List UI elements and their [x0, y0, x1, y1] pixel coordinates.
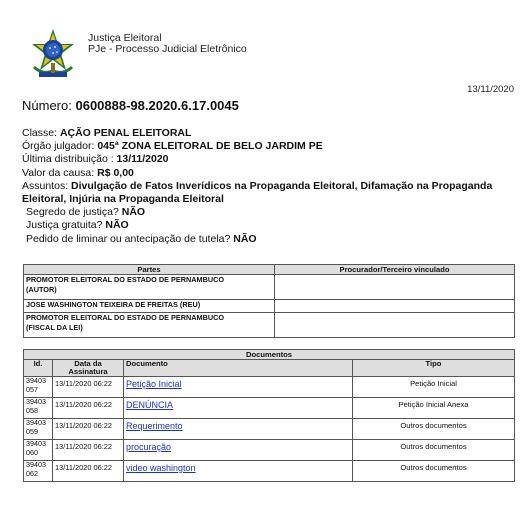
- header-system-name: PJe - Processo Judicial Eletrônico: [88, 43, 247, 55]
- col-documento-header: Documento: [124, 360, 353, 377]
- brazil-coat-of-arms-icon: [28, 27, 78, 81]
- liminar-value: NÃO: [233, 232, 257, 245]
- procurador-cell: [275, 275, 515, 300]
- col-data-header: Data da Assinatura: [53, 360, 124, 377]
- segredo-value: NÃO: [121, 206, 146, 219]
- doc-link-denuncia[interactable]: DENÚNCIA: [124, 398, 353, 419]
- doc-id: 39403 058: [24, 398, 53, 419]
- doc-link-peticao-inicial[interactable]: Petição Inicial: [124, 377, 353, 398]
- doc-id: 39403 057: [24, 377, 53, 398]
- classe-label: Classe:: [22, 127, 58, 139]
- table-row: [24, 419, 515, 440]
- partes-header: Partes: [24, 265, 275, 275]
- process-number-label: Número:: [22, 98, 72, 113]
- doc-tipo: Outros documentos: [353, 419, 515, 440]
- process-number: [22, 98, 239, 113]
- print-date: 13/11/2020: [467, 84, 514, 95]
- doc-id: 39403 062: [24, 461, 53, 482]
- table-row: [24, 377, 515, 398]
- distribuicao-label: Última distribuição :: [22, 153, 114, 166]
- doc-date: 13/11/2020 06:22: [53, 377, 124, 398]
- doc-tipo: Outros documentos: [353, 461, 515, 482]
- doc-tipo: Petição Inicial: [353, 377, 515, 398]
- orgao-label: Órgão julgador:: [22, 140, 95, 153]
- valor-value: R$ 0,00: [97, 166, 134, 179]
- col-tipo-header: Tipo: [353, 360, 515, 377]
- process-number-value: 0600888-98.2020.6.17.0045: [75, 98, 239, 113]
- doc-date: 13/11/2020 06:22: [53, 398, 124, 419]
- doc-tipo: Outros documentos: [353, 440, 515, 461]
- procurador-cell: [275, 313, 515, 338]
- procurador-cell: [275, 300, 515, 313]
- gratuita-label: Justiça gratuita?: [26, 219, 103, 232]
- documentos-title: Documentos: [24, 350, 515, 360]
- orgao-value: 045ª ZONA ELEITORAL DE BELO JARDIM PE: [97, 140, 323, 153]
- table-row: [24, 300, 515, 313]
- doc-tipo: Petição Inicial Anexa: [353, 398, 515, 419]
- table-row: [24, 440, 515, 461]
- parte-cell: PROMOTOR ELEITORAL DO ESTADO DE PERNAMBUCO (FISCAL DA LEI): [24, 313, 275, 338]
- table-row: [24, 398, 515, 419]
- documentos-table: [23, 349, 515, 482]
- partes-table: [23, 264, 515, 338]
- document-header: [28, 27, 247, 81]
- liminar-label: Pedido de liminar ou antecipação de tutela?: [26, 232, 231, 245]
- col-id-header: Id.: [24, 360, 53, 377]
- doc-date: 13/11/2020 06:22: [53, 419, 124, 440]
- assuntos-label: Assuntos:: [22, 179, 69, 192]
- classe-value: AÇÃO PENAL ELEITORAL: [59, 127, 192, 139]
- header-org-name: Justiça Eleitoral: [88, 32, 162, 44]
- parte-cell: PROMOTOR ELEITORAL DO ESTADO DE PERNAMBUCO (AUTOR): [24, 275, 275, 300]
- assuntos-value: Divulgação de Fatos Inverídicos na Propaganda Eleitoral, Difamação na Propaganda Eleitoral, Injúria na Propaganda Eleitoral: [22, 179, 493, 206]
- doc-date: 13/11/2020 06:22: [53, 461, 124, 482]
- process-info: [22, 127, 517, 246]
- parte-cell: JOSE WASHINGTON TEIXEIRA DE FREITAS (REU): [24, 300, 275, 313]
- table-row: [24, 275, 515, 300]
- table-row: [24, 461, 515, 482]
- doc-link-video-washington[interactable]: video washington: [124, 461, 353, 482]
- doc-link-requerimento[interactable]: Requerimento: [124, 419, 353, 440]
- procurador-header: Procurador/Terceiro vinculado: [275, 265, 515, 275]
- doc-date: 13/11/2020 06:22: [53, 440, 124, 461]
- table-row: [24, 313, 515, 338]
- doc-id: 39403 059: [24, 419, 53, 440]
- distribuicao-value: 13/11/2020: [116, 153, 169, 166]
- valor-label: Valor da causa:: [22, 166, 95, 179]
- gratuita-value: NÃO: [105, 219, 129, 232]
- doc-link-procuracao[interactable]: procuração: [124, 440, 353, 461]
- doc-id: 39403 060: [24, 440, 53, 461]
- segredo-label: Segredo de justiça?: [26, 206, 119, 219]
